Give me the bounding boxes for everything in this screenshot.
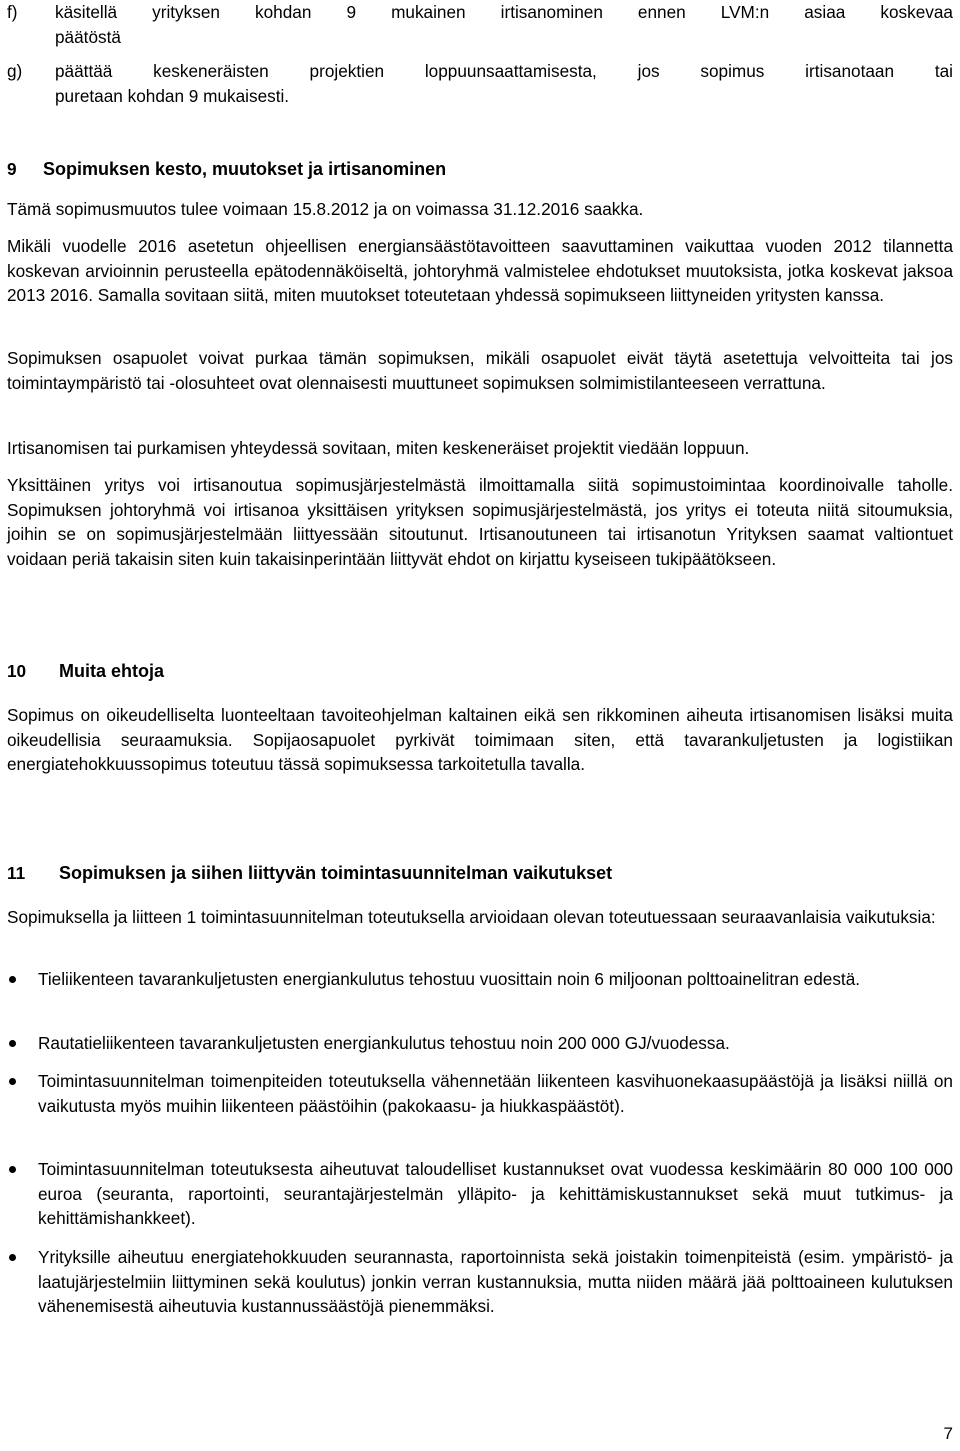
list-item-text-line: päätöstä — [55, 26, 121, 47]
bullet-icon — [7, 1031, 38, 1056]
bullet-item — [7, 1031, 953, 1056]
bullet-item — [7, 1069, 953, 1118]
section-title: Sopimuksen ja siihen liittyvän toimintasuunnitelman vaikutukset — [59, 863, 613, 883]
section-title: Muita ehtoja — [59, 661, 165, 681]
bullet-icon — [7, 967, 38, 992]
section-10-paragraph: Sopimus on oikeudelliselta luonteeltaan tavoiteohjelman kaltainen eikä sen rikkominen aiheuta irtisanomisen lisäksi muita oikeudellisia seuraamuksia. Sopijaosapuolet pyrkivät toimimaan siten, että tavarankuljetusten ja logistiikan energiatehokkuussopimus toteutuu tässä sopimuksessa tarkoitetulla tavalla. — [7, 705, 953, 775]
page-number: 7 — [943, 1424, 953, 1443]
bullet-icon — [7, 1157, 38, 1231]
item-list-f-g — [7, 0, 953, 108]
list-item-label: f) — [7, 2, 18, 22]
bullet-text: Toimintasuunnitelman toteutuksesta aiheutuvat taloudelliset kustannukset ovat vuodessa keskimäärin 80 000 100 000 euroa (seuranta, raportointi, seurantajärjestelmän ylläpito- ja kehittämiskustannukset sekä muut tutkimus- ja kehittämishankkeet). — [38, 1159, 953, 1229]
section-9-paragraph-2: Sopimuksen osapuolet voivat purkaa tämän sopimuksen, mikäli osapuolet eivät täytä asetettuja velvoitteita tai jos toimintaympäristö tai -olosuhteet ovat olennaisesti muuttuneet sopimuksen solmimistilanteeseen verrattuna. — [7, 348, 953, 393]
section-11-heading — [7, 861, 953, 886]
section-9-heading — [7, 157, 953, 182]
bullet-text: Tieliikenteen tavarankuljetusten energiankulutus tehostuu vuosittain noin 6 miljoonan polttoainelitran edestä. — [38, 969, 861, 989]
section-number: 11 — [7, 863, 26, 883]
bullet-text: Yrityksille aiheutuu energiatehokkuuden seurannasta, raportoinnista sekä joistakin toimenpiteistä (esim. ympäristö- ja laatujärjestelmiin liittyminen sekä koulutus) jonkin verran kustannuksia, mutta niiden määrä jää polttoaineen kulutuksen vähenemisestä aiheutuvia kustannussäästöjä pienemmäksi. — [38, 1247, 953, 1317]
section-9-paragraph-4: Yksittäinen yritys voi irtisanoutua sopimusjärjestelmästä ilmoittamalla siitä sopimustoimintaa koordinoivalle taholle. Sopimuksen johtoryhmä voi irtisanoa yksittäisen yrityksen sopimusjärjestelmästä, jos yritys ei toteuta niitä sitoumuksia, joihin se on sopimusjärjestelmään liittyessään sitoutunut. Irtisanoutuneen tai irtisanotun Yrityksen saamat valtiontuet voidaan periä takaisin siten kuin takaisinperintään liittyvät ehdot on kirjattu kyseiseen tukipäätökseen. — [7, 475, 953, 569]
section-title: Sopimuksen kesto, muutokset ja irtisanominen — [43, 159, 447, 179]
bullet-item — [7, 967, 953, 992]
list-item-label: g) — [7, 61, 23, 82]
bullet-icon — [7, 1245, 38, 1319]
list-item-g — [7, 59, 953, 108]
bullet-text: Rautatieliikenteen tavarankuljetusten energiankulutus tehostuu noin 200 000 GJ/vuodessa. — [38, 1033, 730, 1053]
section-9-intro: Tämä sopimusmuutos tulee voimaan 15.8.2012 ja on voimassa 31.12.2016 saakka. — [7, 199, 644, 219]
list-item-f — [7, 0, 953, 49]
section-10-heading — [7, 659, 953, 684]
list-item-text-line: päättää keskeneräisten projektien loppuunsaattamisesta, jos sopimus irtisanotaan tai — [55, 61, 953, 82]
section-number: 9 — [7, 159, 17, 179]
section-11-intro: Sopimuksella ja liitteen 1 toimintasuunnitelman toteutuksella arvioidaan olevan toteutuessaan seuraavanlaisia vaikutuksia: — [7, 907, 936, 927]
bullet-text: Toimintasuunnitelman toimenpiteiden toteutuksella vähennetään liikenteen kasvihuonekaasupäästöjä ja lisäksi niillä on vaikutusta myös muihin liikenteen päästöihin (pakokaasu- ja hiukkaspäästöt). — [38, 1071, 953, 1116]
document-page — [7, 0, 953, 1451]
list-item-text-line: käsitellä yrityksen kohdan 9 mukainen irtisanominen ennen LVM:n asiaa koskevaa — [55, 2, 953, 22]
bullet-icon — [7, 1069, 38, 1118]
section-9-paragraph-1: Mikäli vuodelle 2016 asetetun ohjeellisen energiansäästötavoitteen saavuttaminen vaikuttaa vuoden 2012 tilannetta koskevan arvioinnin perusteella epätodennäköiseltä, johtoryhmä valmistelee ehdotukset muutoksista, jotka koskevat jaksoa 2013 2016. Samalla sovitaan siitä, miten muutokset toteutetaan yhdessä sopimukseen liittyneiden yritysten kanssa. — [7, 236, 953, 306]
section-number: 10 — [7, 661, 27, 681]
section-9-paragraph-3: Irtisanomisen tai purkamisen yhteydessä sovitaan, miten keskeneräiset projektit viedään loppuun. — [7, 438, 750, 458]
bullet-item — [7, 1157, 953, 1231]
bullet-item — [7, 1245, 953, 1319]
list-item-text-line: puretaan kohdan 9 mukaisesti. — [55, 85, 290, 106]
